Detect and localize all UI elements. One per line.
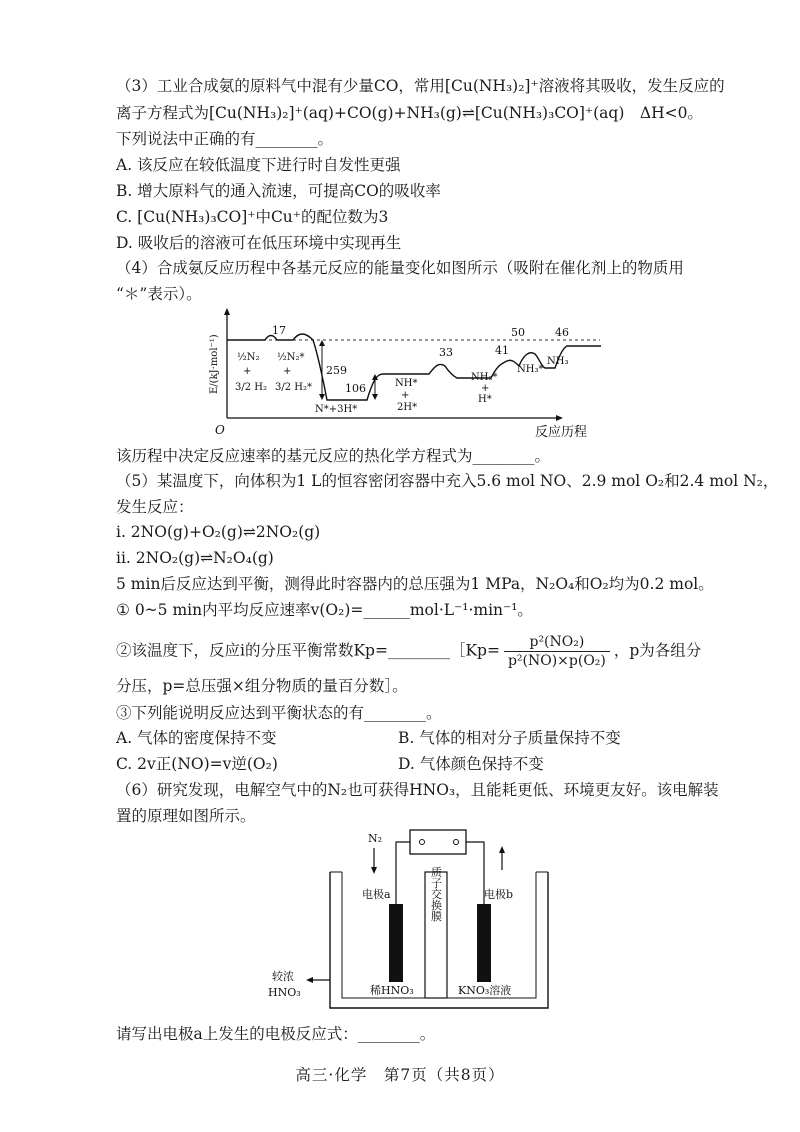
x-axis-label: 反应历程	[535, 425, 588, 440]
q5-line1: （5）某温度下，向体积为1 L的恒容密闭容器中充入5.6 mol NO、2.9 mol O₂和2.4 mol N₂，	[116, 472, 779, 490]
q3-line3: 下列说法中正确的有________。	[116, 130, 334, 148]
right-solution-label: KNO₃溶液	[458, 984, 512, 997]
membrane-label: 质子交换膜	[429, 866, 443, 922]
x-axis-arrow	[556, 415, 563, 421]
electrolysis-diagram	[258, 826, 558, 1016]
q3-line1: （3）工业合成氨的原料气中混有少量CO，常用[Cu(NH₃)₂]⁺溶液将其吸收，发生反应的	[116, 77, 725, 95]
barrier-label: 46	[555, 326, 569, 339]
q5-sub2-line2: 分压，p=总压强×组分物质的量百分数］。	[116, 677, 408, 695]
species-label: +	[243, 366, 252, 377]
species-label: NH₃	[547, 356, 569, 367]
species-label: ½N₂*	[277, 352, 305, 363]
energy-profile-diagram	[195, 306, 615, 446]
left-solution-label: 稀HNO₃	[370, 984, 414, 997]
q5-sub2	[116, 633, 701, 670]
q5-option-a: A. 气体的密度保持不变	[116, 729, 277, 747]
species-label: +	[283, 366, 292, 377]
species-label: NH₂*	[471, 372, 498, 383]
barrier-label: 106	[345, 382, 366, 395]
q5-line3: 5 min后反应达到平衡，测得此时容器内的总压强为1 MPa，N₂O₄和O₂均为0.2 mol。	[116, 575, 714, 593]
q3-line2: 离子方程式为[Cu(NH₃)₂]⁺(aq)+CO(g)+NH₃(g)⇌[Cu(NH₃)₃CO]⁺(aq) ΔH<0。	[116, 104, 703, 122]
q6-line1: （6）研究发现，电解空气中的N₂也可获得HNO₃，且能耗更低、环境更友好。该电解装	[116, 781, 719, 799]
n2-label: N₂	[368, 832, 383, 845]
species-label: +	[481, 383, 490, 394]
y-axis-arrow	[224, 308, 230, 315]
barrier-label: 41	[495, 344, 509, 357]
species-label: N*+3H*	[315, 404, 358, 415]
species-label: ½N₂	[237, 352, 260, 363]
species-label: 2H*	[397, 402, 418, 413]
page-footer: 高三·化学 第7页（共8页）	[295, 1066, 505, 1084]
power-source	[410, 830, 466, 854]
q6-line2: 置的原理如图所示。	[116, 807, 256, 825]
q3-option-b: B. 增大原料气的通入流速，可提高CO的吸收率	[116, 182, 441, 200]
species-label: 3/2 H₂	[235, 382, 268, 393]
q5-sub2-prefix: ②该温度下，反应i的分压平衡常数Kp=________［Kp=	[116, 641, 500, 660]
q3-option-c: C. [Cu(NH₃)₃CO]⁺中Cu⁺的配位数为3	[116, 208, 389, 226]
electrode-b	[477, 904, 491, 982]
barrier-label: 33	[439, 346, 453, 359]
out-label-1: 较浓	[272, 970, 294, 983]
q5-sub3: ③下列能说明反应达到平衡状态的有________。	[116, 704, 442, 722]
terminal-left	[420, 840, 425, 845]
origin-label: O	[215, 423, 225, 437]
barrier-label: 259	[326, 364, 347, 377]
q5-sub2-suffix: ，p为各组分	[613, 641, 702, 660]
electrode-b-label: 电极b	[484, 888, 514, 901]
q5-rxn1: i. 2NO(g)+O₂(g)⇌2NO₂(g)	[116, 523, 321, 541]
electrode-a	[389, 904, 403, 982]
kp-numerator: p²(NO₂)	[504, 633, 610, 652]
q5-line2: 发生反应：	[116, 498, 194, 516]
q5-rxn2: ii. 2NO₂(g)⇌N₂O₄(g)	[116, 549, 274, 567]
q5-option-d: D. 气体颜色保持不变	[398, 755, 544, 773]
q3-option-a: A. 该反应在较低温度下进行时自发性更强	[116, 156, 401, 174]
q6-after: 请写出电极a上发生的电极反应式：________。	[116, 1025, 436, 1043]
kp-fraction	[504, 633, 610, 670]
kp-denominator: p²(NO)×p(O₂)	[507, 653, 606, 669]
q3-option-d: D. 吸收后的溶液可在低压环境中实现再生	[116, 234, 402, 252]
q5-option-c: C. 2v正(NO)=v逆(O₂)	[116, 755, 278, 773]
species-label: H*	[478, 394, 492, 405]
q4-line2: “＊”表示）。	[116, 285, 202, 303]
wire-right	[466, 842, 484, 904]
q5-option-b: B. 气体的相对分子质量保持不变	[398, 729, 621, 747]
species-label: NH*	[395, 378, 418, 389]
electrode-a-label: 电极a	[362, 888, 391, 901]
barrier-label: 17	[272, 324, 286, 337]
q5-sub1: ① 0~5 min内平均反应速率v(O₂)=______mol·L⁻¹·min⁻¹。	[116, 601, 533, 619]
q4-after: 该历程中决定反应速率的基元反应的热化学方程式为________。	[116, 447, 551, 465]
species-label: NH₃*	[517, 364, 544, 375]
barrier-label: 50	[511, 326, 525, 339]
terminal-right	[454, 840, 459, 845]
species-label: +	[401, 390, 410, 401]
q4-line1: （4）合成氨反应历程中各基元反应的能量变化如图所示（吸附在催化剂上的物质用	[116, 259, 684, 277]
out-label-2: HNO₃	[268, 986, 301, 999]
wire-left	[396, 842, 410, 904]
y-axis-label: E/(kJ·mol⁻¹)	[209, 334, 220, 394]
species-label: 3/2 H₂*	[275, 382, 313, 393]
